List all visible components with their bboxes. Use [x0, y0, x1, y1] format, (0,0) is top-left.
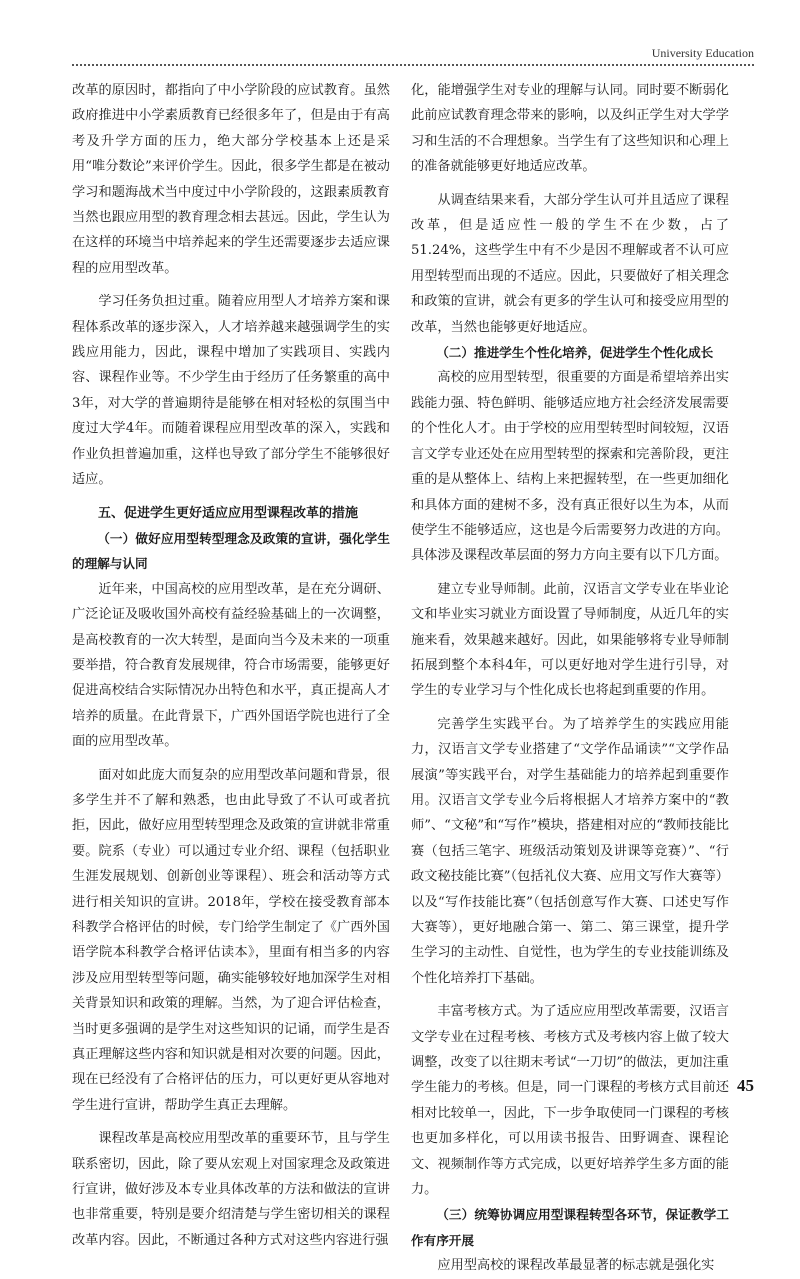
page-number: 45: [737, 1076, 754, 1095]
left-column: [72, 78, 390, 1253]
journal-title: University Education: [651, 46, 754, 60]
paragraph: 应用型高校的课程改革最显著的标志就是强化实: [437, 1258, 715, 1274]
paragraph: 完善学生实践平台。为了培养学生的实践应用能力，汉语言文学专业搭建了“文学作品诵读”“文学作品展演”等实践平台，对学生基础能力的培养起到重要作用。汉语言文学专业今后将根据人才培养方案中的“教师”、“文秘”和“写作”模块，搭建相对应的“教师技能比赛（包括三笔字、班级活动策划及讲课等竞赛）”、“行政文秘技能比赛”（包括礼仪大赛、应用文写作大赛等）以及“写作技能比赛”（包括创意写作大赛、口述史写作大赛等），更好地融合第一、第二、第三课堂，提升学生学习的主动性、自觉性，也为学生的专业技能训练及个性化培养打下基础。: [411, 716, 729, 986]
paragraph: 建立专业导师制。此前，汉语言文学专业在毕业论文和毕业实习就业方面设置了导师制度，从近几年的实施来看，效果越来越好。因此，如果能够将专业导师制拓展到整个本科4年，可以更好地对学生进行引导，对学生的专业学习与个性化成长也将起到重要的作用。: [411, 581, 729, 699]
subsection-heading: （一）做好应用型转型理念及政策的宣讲，强化学生的理解与认同: [72, 530, 390, 572]
paragraph: 面对如此庞大而复杂的应用型改革问题和背景，很多学生并不了解和熟悉，也由此导致了不认可或者抗拒，因此，做好应用型转型理念及政策的宣讲就非常重要。院系（专业）可以通过专业介绍、课程（包括职业生涯发展规划、创新创业等课程）、班会和活动等方式进行相关知识的宣讲。2018年，学校在接受教育部本科教学合格评估的时候，专门给学生制定了《广西外国语学院本科教学合格评估读本》，里面有相当多的内容涉及应用型转型等问题，确实能够较好地加深学生对相关背景知识和政策的理解。当然，为了迎合评估检查，当时更多强调的是学生对这些知识的记诵，而学生是否真正理解这些内容和知识就是相对次要的问题。因此，现在已经没有了合格评估的压力，可以更好更从容地对学生进行宣讲，帮助学生真正去理解。: [72, 767, 390, 1113]
paragraph: 学习任务负担过重。随着应用型人才培养方案和课程体系改革的逐步深入，人才培养越来越强调学生的实践应用能力，因此，课程中增加了实践项目、实践内容、课程作业等。不少学生由于经历了任务繁重的高中3年，对大学的普遍期待是能够在相对轻松的氛围当中度过大学4年。而随着课程应用型改革的深入，实践和作业负担普遍加重，这样也导致了部分学生不能够很好适应。: [72, 294, 390, 488]
subsection-heading: （二）推进学生个性化培养，促进学生个性化成长: [436, 345, 714, 361]
paragraph: 近年来，中国高校的应用型改革，是在充分调研、广泛论证及吸收国外高校有益经验基础上的一次调整，是高校教育的一次大转型，是面向当今及未来的一项重要举措，符合教育发展规律，符合市场需要，能够更好促进高校结合实际情况办出特色和水平，真正提高人才培养的质量。在此背景下，广西外国语学院也进行了全面的应用型改革。: [72, 581, 390, 750]
paragraph: 改革的原因时，都指向了中小学阶段的应试教育。虽然政府推进中小学素质教育已经很多年了，但是由于有高考及升学方面的压力，绝大部分学校基本上还是采用“唯分数论”来评价学生。因此，很多学生都是在被动学习和题海战术当中度过中小学阶段的，这跟素质教育当然也跟应用型的教育理念相去甚远。因此，学生认为在这样的环境当中培养起来的学生还需要逐步去适应课程的应用型改革。: [72, 83, 390, 276]
paragraph: 从调查结果来看，大部分学生认可并且适应了课程改革，但是适应性一般的学生不在少数，占了51.24%，这些学生中有不少是因不理解或者不认可应用型转型而出现的不适应。因此，只要做好了相关理念和政策的宣讲，就会有更多的学生认可和接受应用型的改革，当然也能够更好地适应。: [411, 192, 729, 335]
subsection-heading: （三）统筹协调应用型课程转型各环节，保证教学工作有序开展: [411, 1207, 729, 1248]
paragraph: 高校的应用型转型，很重要的方面是希望培养出实践能力强、特色鲜明、能够适应地方社会经济发展需要的个性化人才。由于学校的应用型转型时间较短，汉语言文学专业还处在应用型转型的探索和完善阶段，更注重的是从整体上、结构上来把握转型，在一些更加细化和具体方面的建树不多，没有真正很好以生为本，从而使学生不能够适应，这也是今后需要努力改进的方向。具体涉及课程改革层面的努力方向主要有以下几方面。: [411, 370, 729, 564]
paragraph: 课程改革是高校应用型改革的重要环节，且与学生联系密切，因此，除了要从宏观上对国家理念及政策进行宣讲，做好涉及本专业具体改革的方法和做法的宣讲也非常重要，特别是要介绍清楚与学生密切相关的课程改革内容。因此，不断通过各种方式对这些内容进行强: [72, 1131, 390, 1248]
section-heading: 五、促进学生更好适应应用型课程改革的措施: [98, 505, 359, 521]
right-column: [411, 78, 729, 1279]
paragraph: 化，能增强学生对专业的理解与认同。同时要不断弱化此前应试教育理念带来的影响，以及纠正学生对大学学习和生活的不合理想象。当学生有了这些知识和心理上的准备就能够更好地适应改革。: [411, 83, 729, 175]
paragraph: 丰富考核方式。为了适应应用型改革需要，汉语言文学专业在过程考核、考核方式及考核内容上做了较大调整，改变了以往期末考试“一刀切”的做法，更加注重学生能力的考核。但是，同一门课程的考核方式目前还相对比较单一，因此，下一步争取使同一门课程的考核也更加多样化，可以用读书报告、田野调查、课程论文、视频制作等方式完成，以更好培养学生多方面的能力。: [411, 1004, 729, 1198]
header-divider: [72, 64, 754, 66]
